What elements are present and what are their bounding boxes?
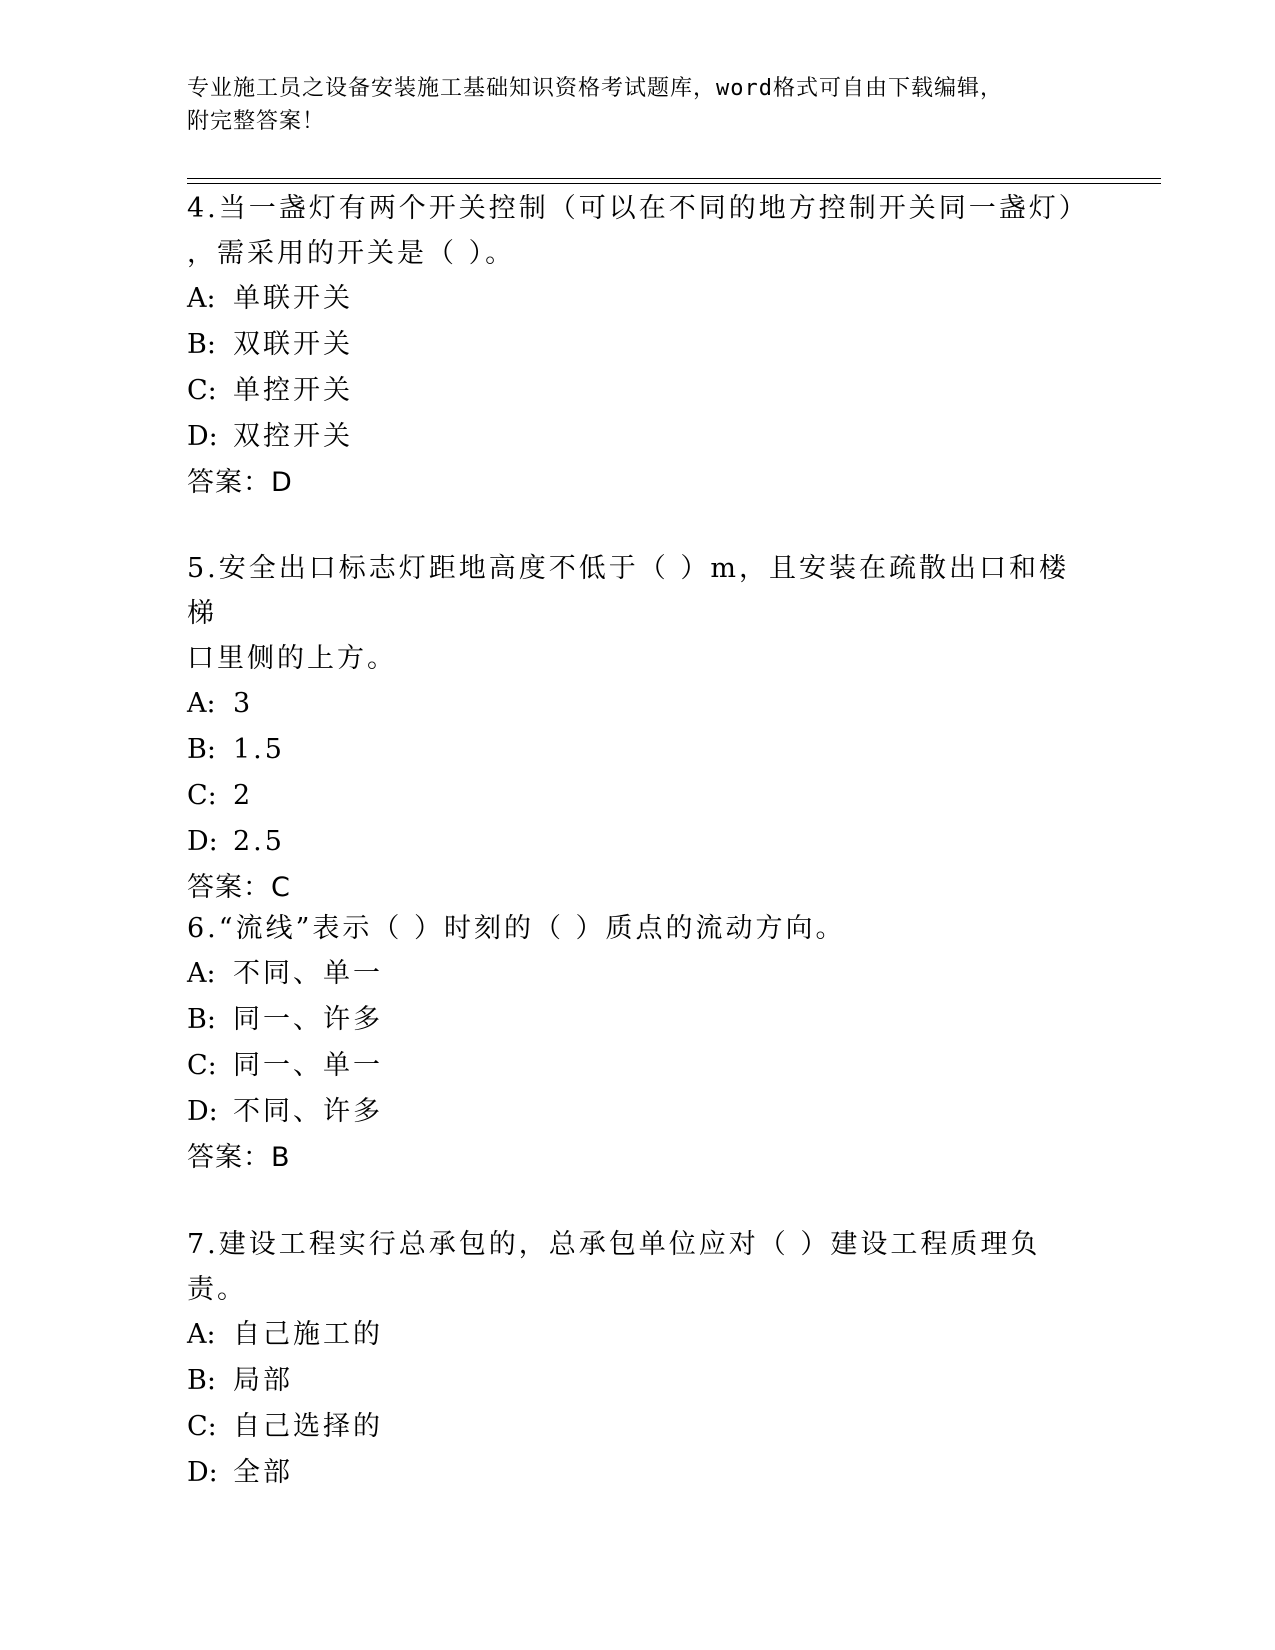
header-line-2: 附完整答案！	[187, 109, 326, 134]
option-letter: A:	[187, 1319, 216, 1350]
option-d	[187, 819, 1087, 865]
header-divider-bottom	[187, 183, 1161, 184]
option-text: 自己选择的	[233, 1411, 383, 1442]
question-stem-line: 7.建设工程实行总承包的，总承包单位应对（ ）建设工程质理负责。	[187, 1229, 1041, 1305]
option-letter: D:	[187, 826, 218, 857]
option-text: 不同、单一	[233, 958, 383, 989]
option-c	[187, 1404, 1087, 1450]
option-text: 1.5	[233, 734, 285, 765]
option-d	[187, 1450, 1087, 1496]
answer-line: 答案：D	[187, 467, 293, 498]
option-b	[187, 727, 1087, 773]
option-text: 双联开关	[233, 329, 353, 360]
question-6	[187, 906, 1087, 1181]
option-text: 同一、单一	[233, 1050, 383, 1081]
option-b	[187, 322, 1087, 368]
question-stem-line: 4.当一盏灯有两个开关控制（可以在不同的地方控制开关同一盏灯）	[187, 193, 1089, 224]
option-letter: B:	[187, 734, 216, 765]
option-text: 单控开关	[233, 375, 353, 406]
option-text: 同一、许多	[233, 1004, 383, 1035]
option-d	[187, 414, 1087, 460]
question-5	[187, 546, 1087, 911]
option-text: 自己施工的	[233, 1319, 383, 1350]
question-stem-line: 口里侧的上方。	[187, 643, 397, 674]
option-text: 3	[233, 688, 254, 719]
option-letter: B:	[187, 1004, 216, 1035]
option-letter: A:	[187, 958, 216, 989]
option-c	[187, 773, 1087, 819]
option-b	[187, 1358, 1087, 1404]
option-b	[187, 997, 1087, 1043]
document-header	[187, 72, 1087, 138]
option-c	[187, 368, 1087, 414]
option-letter: D:	[187, 1096, 218, 1127]
question-stem-line: 5.安全出口标志灯距地高度不低于（ ）m，且安装在疏散出口和楼梯	[187, 553, 1069, 629]
option-text: 局部	[233, 1365, 293, 1396]
option-text: 不同、许多	[233, 1096, 383, 1127]
option-c	[187, 1043, 1087, 1089]
option-text: 单联开关	[233, 283, 353, 314]
option-letter: C:	[187, 1050, 217, 1081]
option-letter: C:	[187, 780, 217, 811]
option-letter: B:	[187, 1365, 216, 1396]
option-letter: B:	[187, 329, 216, 360]
option-a	[187, 951, 1087, 997]
option-d	[187, 1089, 1087, 1135]
option-text: 双控开关	[233, 421, 353, 452]
option-letter: C:	[187, 375, 217, 406]
question-stem-line: ，需采用的开关是（ ）。	[187, 238, 516, 269]
question-4	[187, 186, 1087, 506]
option-letter: C:	[187, 1411, 217, 1442]
answer-line: 答案：C	[187, 872, 291, 903]
option-letter: D:	[187, 1457, 218, 1488]
answer-line: 答案：B	[187, 1142, 291, 1173]
header-divider-top	[187, 178, 1161, 179]
option-text: 全部	[233, 1457, 293, 1488]
question-stem-line: 6.“流线”表示（ ）时刻的（ ）质点的流动方向。	[187, 913, 846, 944]
option-a	[187, 1312, 1087, 1358]
option-letter: D:	[187, 421, 218, 452]
question-7	[187, 1222, 1087, 1496]
option-text: 2.5	[233, 826, 285, 857]
option-a	[187, 681, 1087, 727]
option-a	[187, 276, 1087, 322]
option-text: 2	[233, 780, 254, 811]
option-letter: A:	[187, 283, 216, 314]
option-letter: A:	[187, 688, 216, 719]
header-line-1: 专业施工员之设备安装施工基础知识资格考试题库，word格式可自由下载编辑，	[187, 76, 1003, 101]
